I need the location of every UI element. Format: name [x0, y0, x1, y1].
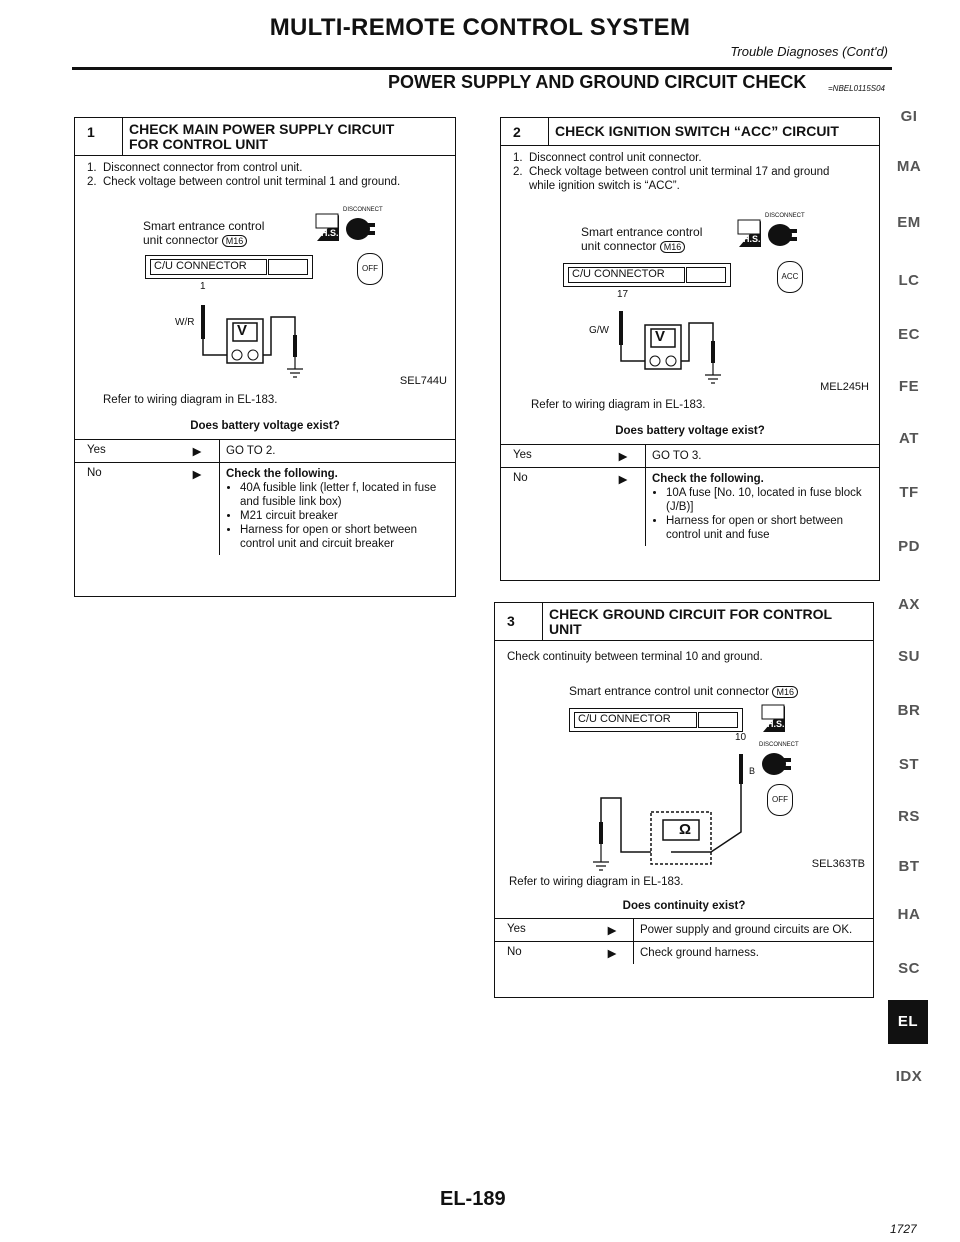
terminal-number: 1	[200, 281, 206, 292]
index-tab-ax[interactable]: AX	[898, 596, 920, 613]
connector-label: Smart entrance control unit connector M16	[569, 684, 798, 699]
wiring-reference: Refer to wiring diagram in EL-183.	[531, 399, 706, 411]
figure-code: MEL245H	[820, 381, 869, 393]
arrow-icon: ▶	[192, 446, 202, 458]
wire-color: B	[749, 766, 756, 776]
disconnect-icon: DISCONNECT	[343, 207, 383, 248]
circuit-figure	[501, 193, 879, 399]
check-box-1	[74, 117, 456, 597]
wire-color: W/R	[175, 317, 195, 328]
figure-code: SEL744U	[399, 375, 447, 387]
arrow-icon: ▶	[618, 451, 628, 463]
arrow-icon: ▶	[607, 925, 617, 937]
circuit-figure	[75, 189, 455, 394]
disconnect-icon: DISCONNECT	[759, 742, 799, 783]
index-tab-rs[interactable]: RS	[898, 808, 920, 825]
terminal-number: 10	[735, 732, 747, 743]
arrow-icon: ▶	[618, 474, 628, 486]
connector-label: Smart entrance control unit connector M16	[581, 225, 703, 253]
voltmeter-circuit	[175, 289, 335, 379]
index-tab-pd[interactable]: PD	[898, 538, 920, 555]
check-header	[495, 603, 873, 641]
check-header	[75, 118, 455, 156]
index-tab-em[interactable]: EM	[897, 214, 921, 231]
step-number: 2	[501, 118, 549, 145]
header-rule	[72, 67, 892, 70]
index-tab-tf[interactable]: TF	[899, 484, 919, 501]
check-box-2	[500, 117, 880, 581]
index-tab-bt[interactable]: BT	[898, 858, 920, 875]
cu-connector: C/U CONNECTOR	[563, 263, 731, 287]
terminal-number: 17	[617, 289, 629, 300]
section-title: POWER SUPPLY AND GROUND CIRCUIT CHECK	[388, 72, 807, 92]
step-title: CHECK GROUND CIRCUIT FOR CONTROL UNIT	[549, 606, 833, 637]
figure-code: SEL363TB	[811, 858, 865, 870]
step-number: 3	[495, 603, 543, 640]
disconnect-icon: DISCONNECT	[765, 213, 805, 254]
procedure-steps: 1. Disconnect connector from control unit. 2. Check voltage between control unit terminal 1 and ground.	[87, 162, 401, 188]
step-title: CHECK IGNITION SWITCH “ACC” CIRCUIT	[555, 123, 839, 139]
index-tab-idx[interactable]: IDX	[895, 1068, 923, 1085]
hs-icon: H.S.	[737, 219, 763, 249]
index-tab-fe[interactable]: FE	[898, 378, 920, 395]
wire-color: G/W	[589, 325, 609, 336]
wiring-reference: Refer to wiring diagram in EL-183.	[509, 876, 684, 888]
voltmeter-circuit	[593, 297, 753, 387]
diagnostic-question: Does continuity exist?	[622, 900, 746, 912]
index-tab-el-active[interactable]: EL	[888, 1000, 928, 1044]
index-tab-ha[interactable]: HA	[897, 906, 921, 923]
circuit-figure	[495, 664, 873, 876]
sheet-number: 1727	[890, 1222, 917, 1236]
hs-icon: H.S.	[315, 213, 341, 243]
index-tab-ec[interactable]: EC	[898, 326, 920, 343]
index-tab-su[interactable]: SU	[898, 648, 920, 665]
procedure-steps: Check continuity between terminal 10 and ground.	[507, 651, 763, 663]
wiring-reference: Refer to wiring diagram in EL-183.	[103, 394, 278, 406]
index-tab-ma[interactable]: MA	[896, 158, 922, 175]
no-row: No ▶ Check the following. • 10A fuse [No. 10, located in fuse block (J/B)] • Harness for open or short between control unit and fuse	[501, 467, 879, 546]
hs-icon: H.S.	[761, 704, 787, 734]
step-number: 1	[75, 118, 123, 155]
document-code: =NBEL0115S04	[828, 84, 886, 93]
ignition-off-icon: OFF	[357, 253, 383, 285]
diagnostic-question: Does battery voltage exist?	[190, 420, 340, 432]
meter-symbol: V	[655, 328, 666, 345]
no-row: No ▶ Check the following. • 40A fusible link (letter f, located in fuse and fusible link box) • M21 circuit breaker • Harness for open or short between control unit and circuit breaker	[75, 462, 455, 555]
arrow-icon: ▶	[192, 469, 202, 481]
check-box-3	[494, 602, 874, 998]
yes-row: Yes ▶ Power supply and ground circuits are OK.	[495, 918, 873, 941]
procedure-steps: 1. Disconnect control unit connector. 2. Check voltage between control unit terminal 17 and ground while ignition switch is “ACC”.	[513, 152, 830, 192]
page-title: MULTI-REMOTE CONTROL SYSTEM	[269, 14, 691, 41]
arrow-icon: ▶	[607, 948, 617, 960]
index-tab-sc[interactable]: SC	[898, 960, 920, 977]
ignition-acc-icon: ACC	[777, 261, 803, 293]
index-tab-st[interactable]: ST	[898, 756, 920, 773]
index-tab-gi[interactable]: GI	[900, 108, 918, 125]
yes-row: Yes ▶ GO TO 2.	[75, 439, 455, 462]
ohmmeter-circuit	[591, 734, 761, 874]
page-number: EL-189	[440, 1188, 506, 1210]
no-row: No ▶ Check ground harness.	[495, 941, 873, 964]
meter-symbol: Ω	[679, 821, 692, 838]
step-title: CHECK MAIN POWER SUPPLY CIRCUIT FOR CONTROL UNIT	[129, 121, 395, 152]
yes-row: Yes ▶ GO TO 3.	[501, 444, 879, 467]
ignition-off-icon: OFF	[767, 784, 793, 816]
index-tab-br[interactable]: BR	[897, 702, 921, 719]
section-subtitle: Trouble Diagnoses (Cont'd)	[730, 44, 888, 59]
cu-connector: C/U CONNECTOR	[145, 255, 313, 279]
connector-label: Smart entrance control unit connector M16	[143, 219, 265, 247]
cu-connector: C/U CONNECTOR	[569, 708, 743, 732]
meter-symbol: V	[237, 322, 248, 339]
index-tab-lc[interactable]: LC	[898, 272, 920, 289]
check-header	[501, 118, 879, 146]
diagnostic-question: Does battery voltage exist?	[615, 425, 765, 437]
index-tab-at[interactable]: AT	[899, 430, 919, 447]
